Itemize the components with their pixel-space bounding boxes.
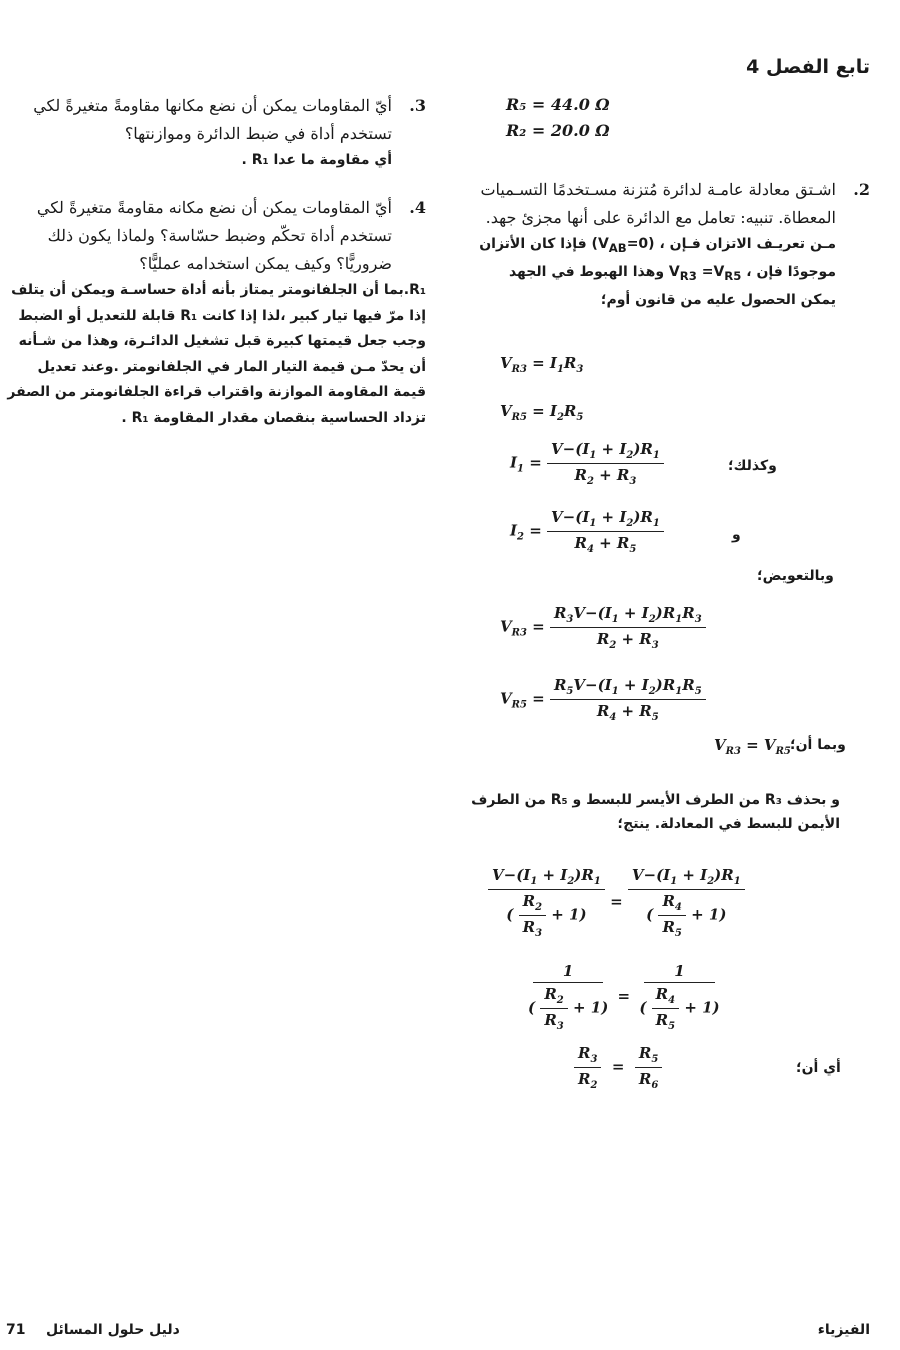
page-number: 71 bbox=[6, 1322, 26, 1338]
given-values bbox=[506, 92, 870, 144]
eq-i1: $I_1$ = $\frac{V-(I_1 + I_2)R_1}{R_2 + R_3}$ bbox=[510, 440, 664, 487]
question-3-text: أيّ المقاومات يمكن أن نضع مكانها مقاومةً متغيرةً لكي تستخدم أداة في ضبط الدائرة وموازنتها؟ bbox=[33, 96, 392, 143]
label-and: و bbox=[732, 527, 741, 543]
eq-ratio-1: $V-(I_1 + I_2)R_1$ ( $\frac{R_2}{R_3}$ + 1) = $V-(I_1 + I_2)R_1$ ( $\frac{R_4}{R_5}$ + 1) bbox=[488, 866, 745, 939]
question-3-number: 3. bbox=[409, 96, 426, 115]
q2-answer-part3: وهذا الهبوط في الجهد يمكن الحصول عليه من قانون أوم؛ bbox=[508, 263, 836, 308]
guide-title: دليل حلول المسائل bbox=[46, 1322, 180, 1338]
eq-i2: $I_2$ = $\frac{V-(I_1 + I_2)R_1}{R_4 + R_5}$ bbox=[510, 508, 664, 555]
eq-vr3: $V_{R3} = I_1R_3$ bbox=[500, 354, 584, 375]
given-r5: R₅ = 44.0 Ω bbox=[506, 95, 610, 114]
question-2-answer-intro bbox=[470, 232, 836, 312]
question-4 bbox=[6, 194, 426, 278]
eq-final: $\frac{R_3}{R_2}$ = $\frac{R_5}{R_6}$ bbox=[574, 1044, 662, 1091]
right-column bbox=[470, 92, 870, 312]
question-3 bbox=[6, 92, 426, 172]
page-title: تابع الفصل 4 bbox=[746, 56, 870, 78]
eq-ratio-2: 1 ( $\frac{R_2}{R_3}$ + 1) = 1 ( $\frac{R_4}{R_5}$ + 1) bbox=[528, 962, 720, 1032]
question-2-text: اشـتق معادلة عامـة لدائرة مُتزنة مسـتخدمًا التسـميات المعطاة. تنبيه: تعامل مع الدائرة على أنها مجزئ جهد. bbox=[480, 180, 836, 227]
question-4-number: 4. bbox=[409, 198, 426, 217]
subject-name: الفيزياء bbox=[817, 1322, 870, 1338]
q2-answer-part1: مـن تعريـف الاتزان فـإن ، (V bbox=[597, 236, 836, 252]
q2-ab-sub: AB bbox=[608, 240, 627, 255]
question-4-text: أيّ المقاومات يمكن أن نضع مكانه مقاومةً متغيرةً لكي تستخدم أداة تحكّم وضبط حسّاسة؟ ولماذا يكون ذلك ضروريًّا؟ وكيف يمكن استخدامه عمليًّا؟ bbox=[36, 198, 392, 273]
label-since: وبما أن؛ bbox=[790, 737, 846, 753]
elimination-text: و بحذف R₃ من الطرف الأيسر للبسط و R₅ من الطرف الأيمن للبسط في المعادلة. ينتج؛ bbox=[471, 792, 840, 832]
given-r2: R₂ = 20.0 Ω bbox=[506, 121, 610, 140]
eq-vr3-equals-vr5: $V_{R3} = V_{R5}$ bbox=[714, 736, 791, 757]
question-4-answer: R₁.بما أن الجلفانومتر يمتاز بأنه أداة حساسـة ويمكن أن يتلف إذا مرّ فيها تيار كبير ،لذا إذا كانت R₁ قابلة للتعديل أو الضبط وجب جعل قيمتها كبيرة قبل تشغيل الدائـرة، وهذا من شـأنه أن يحدّ مـن قيمة التيار المار في الجلفانومتر .وعند تعديل قيمة المقاومة الموازنة واقتراب قراءة الجلفانومتر من الصفر تزداد الحساسية بنقصان مقدار المقاومة R₁ . bbox=[7, 282, 426, 426]
q2-answer-eq: =V bbox=[696, 263, 725, 280]
q2-r5-sub: R5 bbox=[724, 268, 742, 283]
label-substitution: وبالتعويض؛ bbox=[757, 568, 834, 584]
eq-vr5: $V_{R5} = I_2R_5$ bbox=[500, 402, 584, 423]
label-also: وكذلك؛ bbox=[728, 458, 777, 474]
question-2-number: 2. bbox=[853, 180, 870, 199]
eq-vr5-sub: $V_{R5}$ = $\frac{R_5V-(I_1 + I_2)R_1R_5}{R_4 + R_5}$ bbox=[500, 676, 706, 723]
left-column bbox=[6, 92, 426, 431]
q2-answer-part2: =0) فإذا كان الأتزان موجودًا فإن ، V bbox=[479, 236, 836, 280]
question-3-answer: أي مقاومة ما عدا R₁ . bbox=[241, 152, 392, 168]
q2-r3-sub: R3 bbox=[679, 268, 697, 283]
eq-vr3-sub: $V_{R3}$ = $\frac{R_3V-(I_1 + I_2)R_1R_3}{R_2 + R_3}$ bbox=[500, 604, 706, 651]
label-that-is: أي أن؛ bbox=[796, 1060, 841, 1076]
question-2 bbox=[470, 176, 870, 312]
